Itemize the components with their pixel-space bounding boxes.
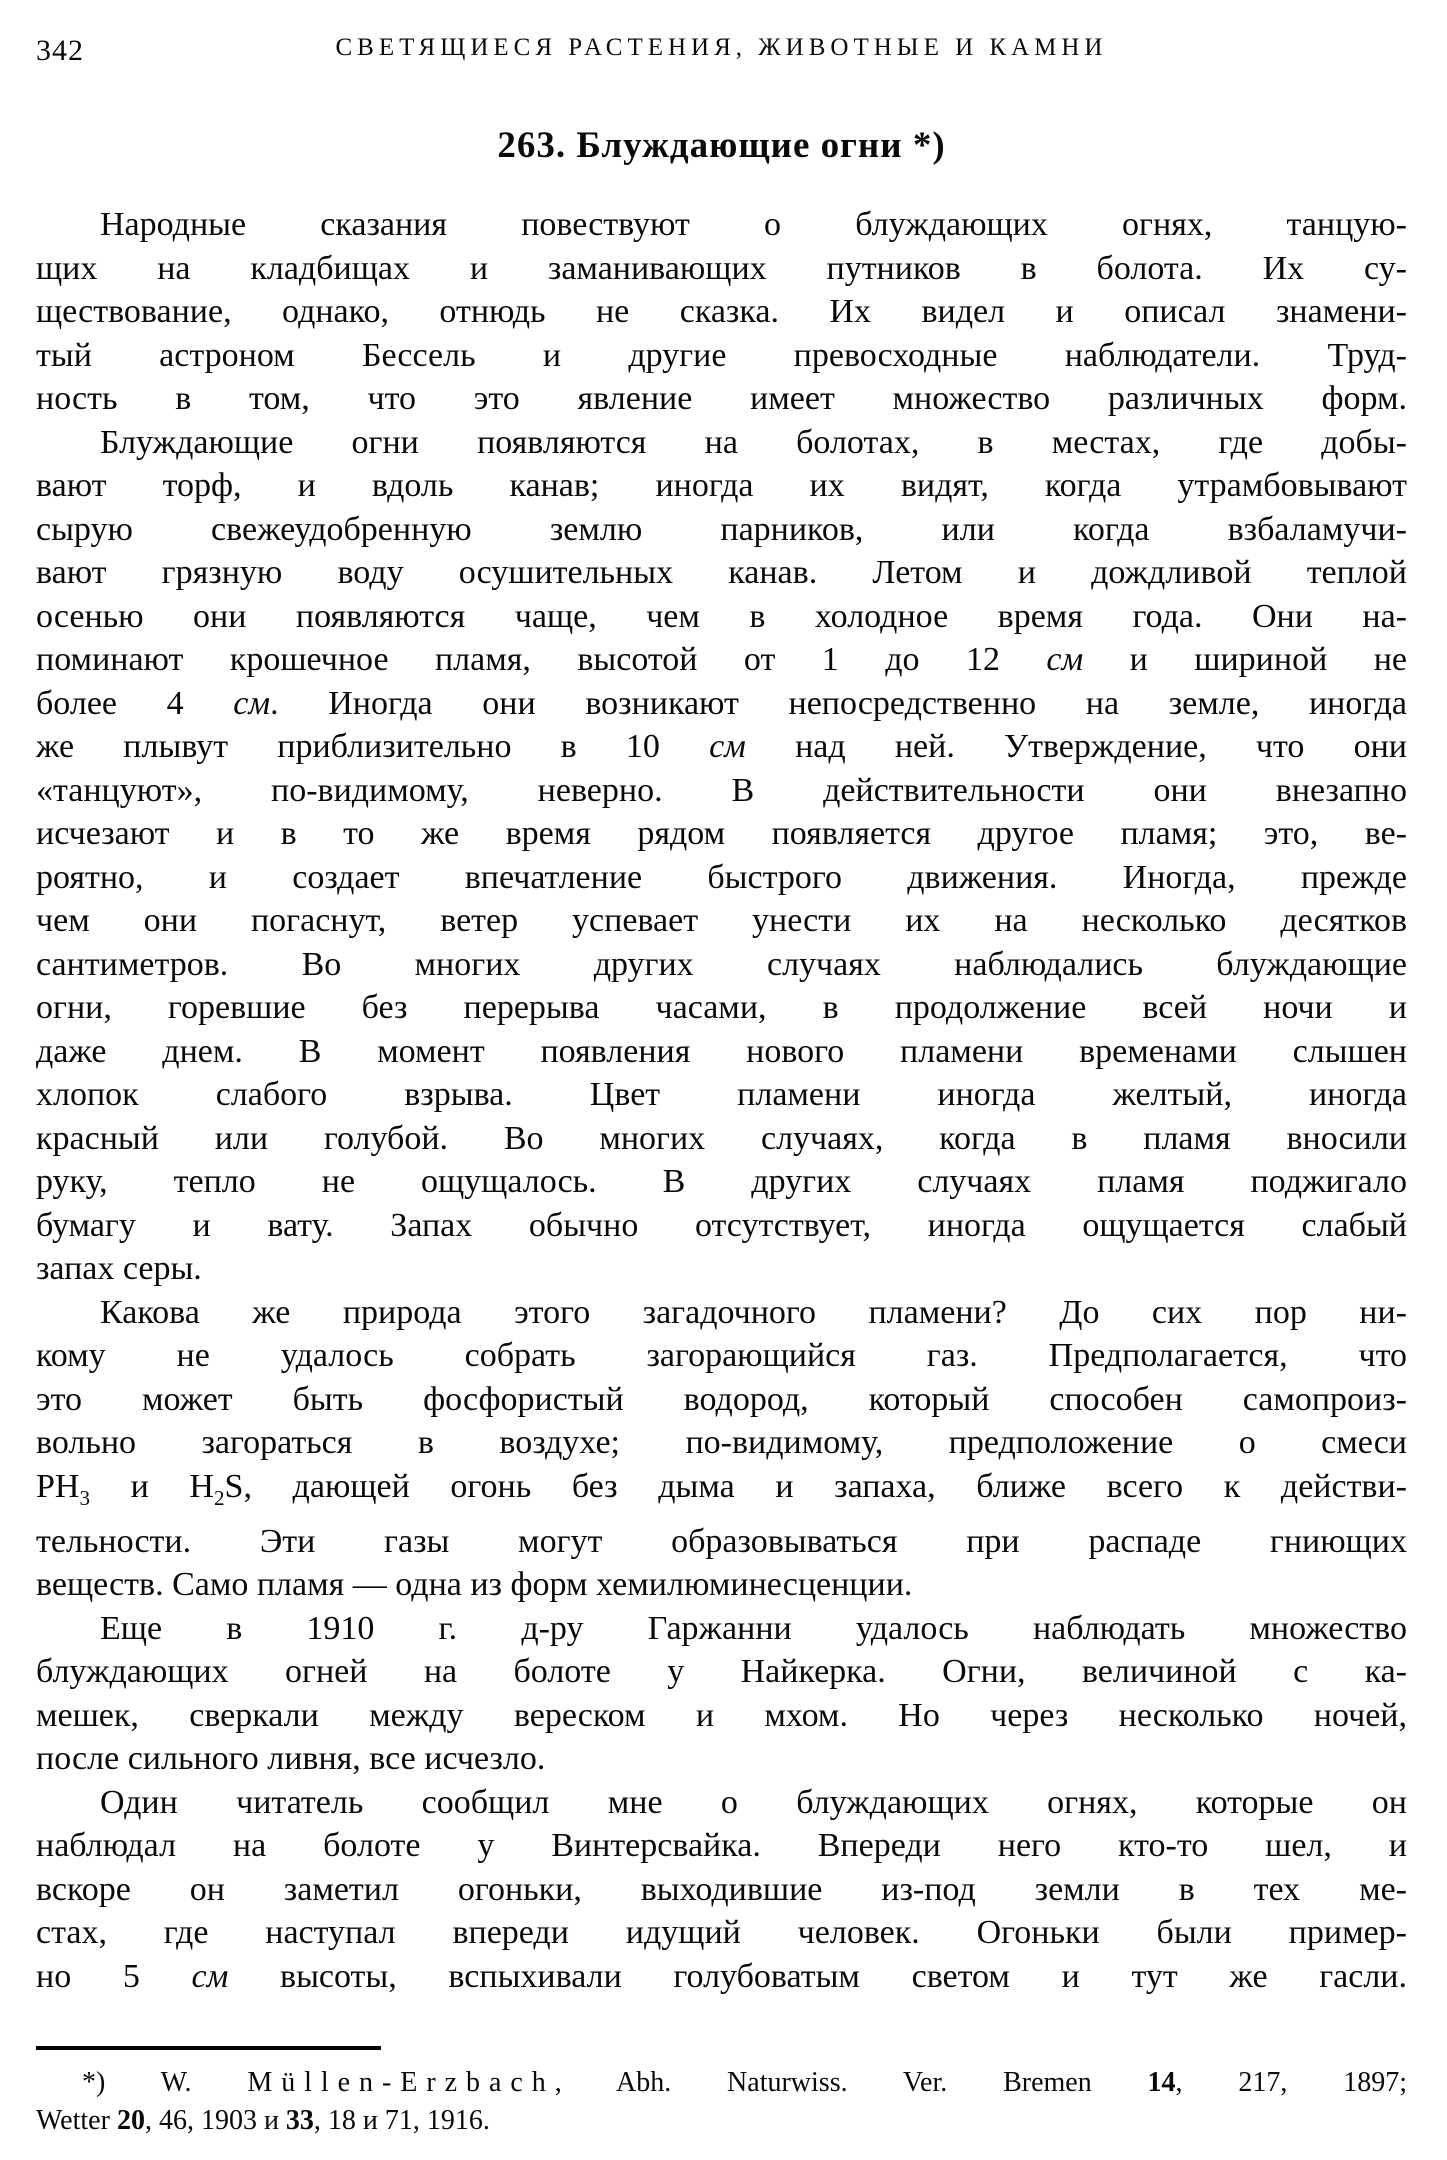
text-line: вскоре он заметил огоньки, выходившие из-под земли в тех ме- <box>36 1870 1407 1908</box>
text-line: вольно загораться в воздухе; по-видимому, предположение о смеси <box>36 1424 1407 1461</box>
text-line: Еще в 1910 г. д-ру Гаржанни удалось наблюдать множество <box>100 1609 1407 1647</box>
text-line: тельности. Эти газы могут образовываться при распаде гниющих <box>36 1522 1407 1560</box>
text-line: сырую свежеудобренную землю парников, или когда взбаламучи- <box>36 510 1407 548</box>
text-line: красный или голубой. Во многих случаях, когда в пламя вносили <box>36 1119 1407 1157</box>
text-line: Какова же природа этого загадочного пламени? До сих пор ни- <box>100 1293 1407 1331</box>
text-line: огни, горевшие без перерыва часами, в продолжение всей ночи и <box>36 989 1407 1026</box>
footnote-rule <box>36 2046 381 2050</box>
text-line: поминают крошечное пламя, высотой от 1 до 12 см и шириной не <box>36 641 1407 678</box>
text-line: роятно, и создает впечатление быстрого движения. Иногда, прежде <box>36 858 1407 896</box>
text-line: это может быть фосфористый водород, который способен самопроиз- <box>36 1380 1407 1418</box>
text-line: кому не удалось собрать загорающийся газ. Предполагается, что <box>36 1337 1407 1374</box>
footnote-text <box>36 2064 1407 2140</box>
footnote <box>36 2046 1407 2140</box>
text-line: веществ. Само пламя — одна из форм хемилюминесценции. <box>36 1566 913 1604</box>
text-line: хлопок слабого взрыва. Цвет пламени иногда желтый, иногда <box>36 1076 1407 1113</box>
text-line: запах серы. <box>36 1250 202 1287</box>
text-line: *) W. Müllen-Erzbach, Abh. Naturwiss. Ver. Bremen 14, 217, 1897; <box>82 2067 1407 2099</box>
text-line: осенью они появляются чаще, чем в холодное время года. Они на- <box>36 597 1407 635</box>
page-number: 342 <box>36 34 84 67</box>
text-line: Блуждающие огни появляются на болотах, в местах, где добы- <box>100 423 1407 461</box>
text-line: вают торф, и вдоль канав; иногда их видят, когда утрамбовывают <box>36 467 1407 504</box>
text-line: наблюдал на болоте у Винтерсвайка. Впереди него кто-то шел, и <box>36 1827 1407 1865</box>
paragraph <box>36 203 1407 421</box>
paragraph <box>36 1781 1407 1999</box>
paragraph <box>36 421 1407 1291</box>
text-line: $PH_3$ и $H_2S$, дающей огонь без дыма и запаха, ближе всего к действи- <box>36 1467 1408 1510</box>
text-line: же плывут приблизительно в 10 см над ней. Утверждение, что они <box>36 728 1407 765</box>
text-line: мешек, сверкали между вереском и мхом. Но через несколько ночей, <box>36 1696 1407 1734</box>
text-line: «танцуют», по-видимому, неверно. В действительности они внезапно <box>36 771 1407 809</box>
text-line: бумагу и вату. Запах обычно отсутствует, иногда ощущается слабый <box>36 1206 1407 1244</box>
text-line: после сильного ливня, все исчезло. <box>36 1740 546 1778</box>
text-line: вают грязную воду осушительных канав. Летом и дождливой теплой <box>36 554 1407 591</box>
text-line: стах, где наступал впереди идущий человек. Огоньки были пример- <box>36 1914 1407 1952</box>
text-line: более 4 см. Иногда они возникают непосредственно на земле, иногда <box>36 684 1408 722</box>
text-line: чем они погаснут, ветер успевает унести их на несколько десятков <box>36 902 1407 939</box>
paragraph <box>36 1291 1407 1607</box>
text-line: тый астроном Бессель и другие превосходные наблюдатели. Труд- <box>36 336 1407 374</box>
text-line: Один читатель сообщил мне о блуждающих огнях, которые он <box>100 1783 1407 1821</box>
text-line: даже днем. В момент появления нового пламени временами слышен <box>36 1032 1407 1070</box>
text-line: исчезают и в то же время рядом появляется другое пламя; это, ве- <box>36 815 1407 852</box>
section-title: 263. Блуждающие огни *) <box>497 125 946 166</box>
paragraph <box>36 1607 1407 1781</box>
text-line: ществование, однако, отнюдь не сказка. Их видел и описал знамени- <box>36 293 1407 330</box>
body-text <box>36 203 1407 1998</box>
text-line: сантиметров. Во многих других случаях наблюдались блуждающие <box>36 945 1407 983</box>
text-line: щих на кладбищах и заманивающих путников в болота. Их су- <box>36 249 1407 287</box>
running-head: СВЕТЯЩИЕСЯ РАСТЕНИЯ, ЖИВОТНЫЕ И КАМНИ <box>335 34 1108 61</box>
text-line: руку, тепло не ощущалось. В других случаях пламя поджигало <box>36 1163 1407 1200</box>
text-line: но 5 см высоты, вспыхивали голубоватым светом и тут же гасли. <box>36 1957 1407 1995</box>
text-line: Wetter 20, 46, 1903 и 33, 18 и 71, 1916. <box>36 2105 490 2137</box>
page-header <box>36 32 1407 70</box>
text-line: Народные сказания повествуют о блуждающих огнях, танцую- <box>100 206 1407 243</box>
text-line: ность в том, что это явление имеет множество различных форм. <box>36 380 1407 417</box>
text-line: блуждающих огней на болоте у Найкерка. Огни, величиной с ка- <box>36 1653 1407 1691</box>
